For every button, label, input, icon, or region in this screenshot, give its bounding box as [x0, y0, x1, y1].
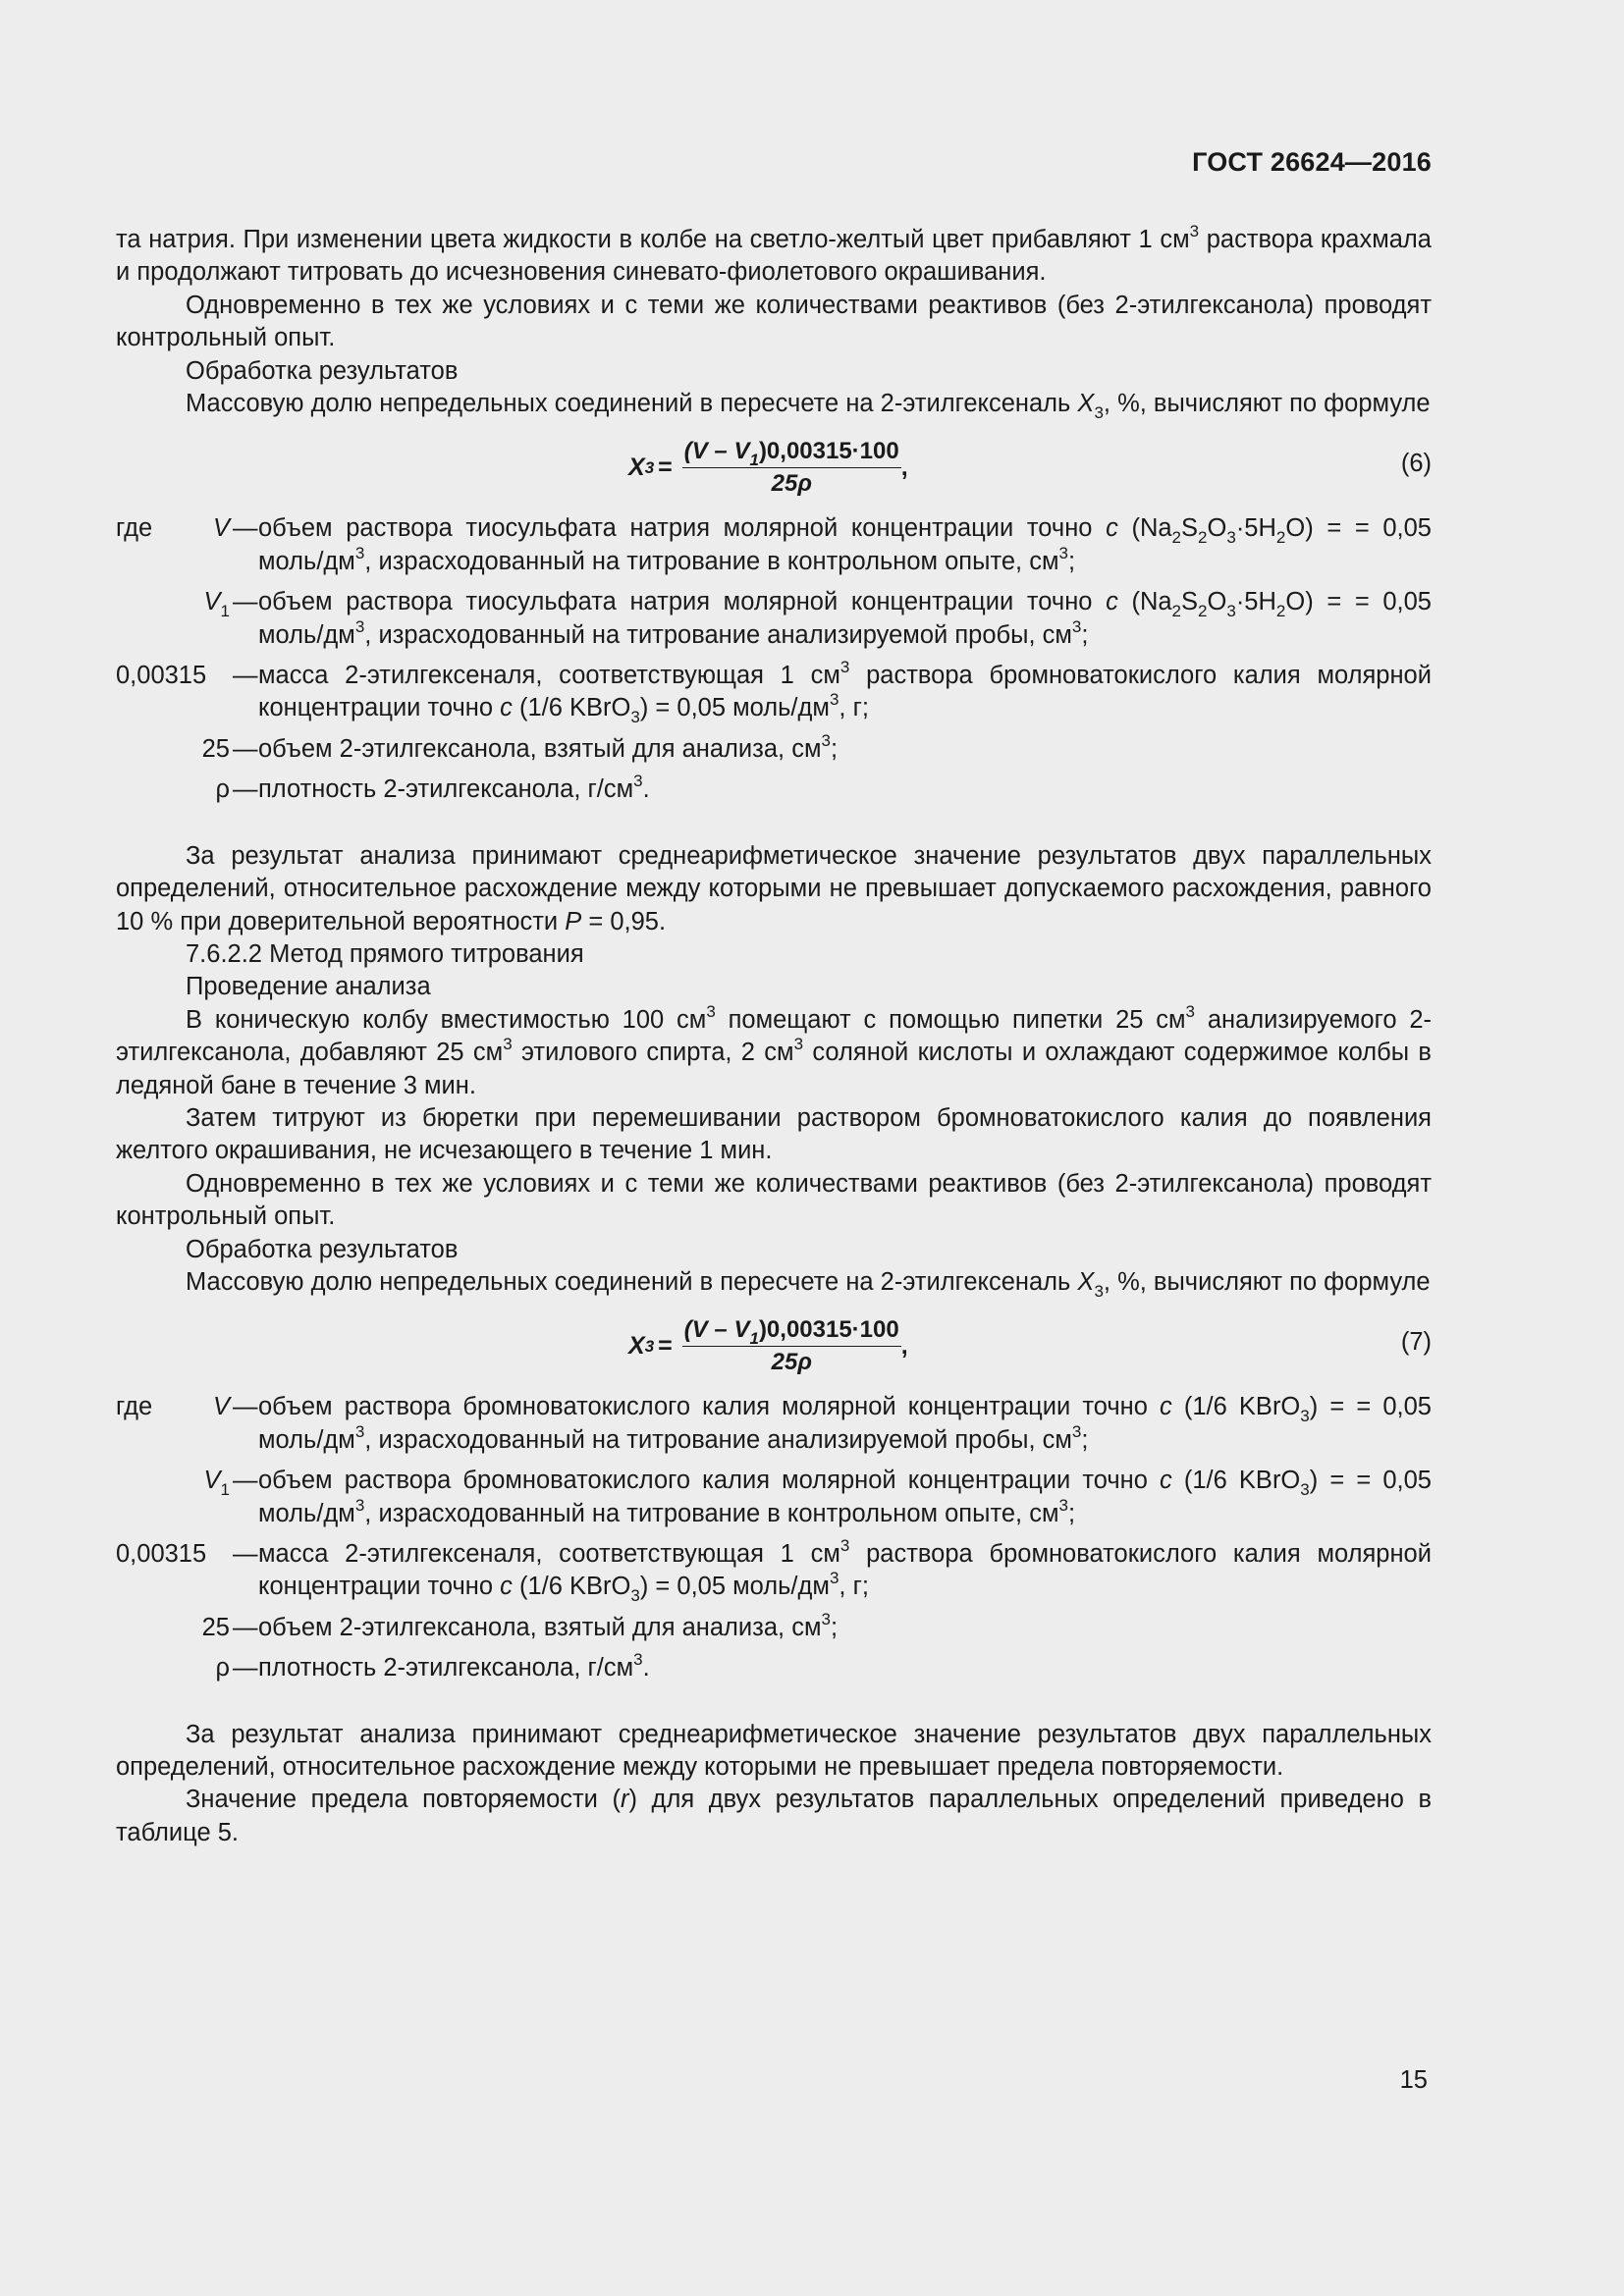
definitions-list: [116, 512, 1432, 806]
fraction: $\frac{(V - V_1)0,00315\cdot 100}{25\rho}$: [683, 438, 899, 498]
equation-number: (6): [1400, 450, 1432, 478]
definition-item: $V_1$ — объем раствора бромноватокислого калия молярной концентрации точно c (1/6 KBrO$_3$) = = 0,05 моль/$дм^3$, израсходованный на титрование в контрольном опыте, $см^3$;: [203, 1467, 1432, 1527]
section-heading: Обработка результатов: [186, 1235, 459, 1263]
definition-item: 25 — объем 2-этилгексанола, взятый для анализа, $см^3$;: [201, 1609, 839, 1641]
paragraph: В коническую колбу вместимостью 100 $см^3$ помещают с помощью пипетки 25 $см^3$ анализируемого 2-этилгексанола, добавляют 25 $см^3$ этилового спирта, 2 $см^3$ соляной кислоты и охлаждают содержимое колбы в ледяной бане в течение 3 мин.: [116, 1001, 1432, 1099]
definitions-list: [116, 1391, 1432, 1684]
definition-item: 25 — объем 2-этилгексанола, взятый для анализа, $см^3$;: [201, 730, 839, 763]
section-heading: 7.6.2.2 Метод прямого титрования: [186, 939, 584, 968]
paragraph: За результат анализа принимают среднеарифметическое значение результатов двух параллельных определений, относительное расхождение между которыми не превышает допускаемого расхождения, равного 10 % при доверительной вероятности P = 0,95.: [116, 841, 1432, 935]
section-heading: Обработка результатов: [186, 356, 459, 385]
paragraph: Массовую долю непредельных соединений в пересчете на 2-этилгексеналь $X_3$, %, вычисляют по формуле: [186, 1267, 1431, 1301]
definition-item: 0,00315 — масса 2-этилгексеналя, соответствующая 1 $см^3$ раствора бромноватокислого калия молярной концентрации точно c (1/6 KBrO$_3$) = 0,05 моль/$дм^3$, г;: [116, 1536, 1432, 1606]
equation-number: (7): [1400, 1328, 1432, 1357]
formula-7: [116, 1312, 1432, 1381]
paragraph: Одновременно в тех же условиях и с теми же количествами реактивов (без 2-этилгексанола) проводят контрольный опыт.: [116, 1169, 1432, 1231]
page-number: 15: [1399, 2066, 1428, 2094]
definition-item: где V — объем раствора бромноватокислого калия молярной концентрации точно c (1/6 KBrO$_3$) = = 0,05 моль/$дм^3$, израсходованный на титрование анализируемой пробы, $см^3$;: [116, 1393, 1432, 1454]
body-text: [116, 224, 1432, 1849]
document-page: [116, 0, 1432, 2296]
paragraph: Одновременно в тех же условиях и с теми же количествами реактивов (без 2-этилгексанола) проводят контрольный опыт.: [116, 291, 1432, 352]
definition-item: ρ — плотность 2-этилгексанола, $г/см^3$.: [215, 1650, 650, 1682]
fraction: $\frac{(V - V_1)0,00315\cdot 100}{25\rho}$: [683, 1316, 899, 1376]
paragraph: Массовую долю непредельных соединений в пересчете на 2-этилгексеналь $X_3$, %, вычисляют по формуле: [186, 390, 1431, 423]
definition-item: ρ — плотность 2-этилгексанола, $г/см^3$.: [215, 772, 650, 804]
paragraph: Значение предела повторяемости (r) для двух результатов параллельных определений приведено в таблице 5.: [116, 1786, 1433, 1846]
definition-item: 0,00315 — масса 2-этилгексеналя, соответствующая 1 $см^3$ раствора бромноватокислого калия молярной концентрации точно c (1/6 KBrO$_3$) = 0,05 моль/$дм^3$, г;: [116, 658, 1432, 727]
section-heading: Проведение анализа: [186, 973, 431, 1001]
paragraph: Затем титруют из бюретки при перемешивании раствором бромноватокислого калия до появления желтого окрашивания, не исчезающего в течение 1 мин.: [116, 1103, 1432, 1165]
formula-expression: X 3 = $\frac{(V - V_1)0,00315\cdot 100}{25\rho}$ ,: [628, 1316, 908, 1376]
definition-item: где V — объем раствора тиосульфата натрия молярной концентрации точно c $(Na_2S_2O_3\cdot 5H_2O)$ = = 0,05 моль/$дм^3$, израсходованный на титрование в контрольном опыте, $см^3$;: [116, 514, 1432, 575]
paragraph: За результат анализа принимают среднеарифметическое значение результатов двух параллельных определений, относительное расхождение между которыми не превышает предела повторяемости.: [116, 1720, 1432, 1782]
definition-item: $V_1$ — объем раствора тиосульфата натрия молярной концентрации точно c $(Na_2S_2O_3\cdot 5H_2O)$ = = 0,05 моль/$дм^3$, израсходованный на титрование анализируемой пробы, $см^3$;: [203, 588, 1432, 649]
formula-6: [116, 434, 1432, 503]
paragraph: та натрия. При изменении цвета жидкости в колбе на светло-желтый цвет прибавляют 1 $см^3$ раствора крахмала и продолжают титровать до исчезновения синевато-фиолетового окрашивания.: [116, 222, 1432, 287]
formula-expression: X 3 = $\frac{(V - V_1)0,00315\cdot 100}{25\rho}$ ,: [628, 438, 908, 498]
document-code-header: ГОСТ 26624—2016: [1192, 147, 1432, 177]
